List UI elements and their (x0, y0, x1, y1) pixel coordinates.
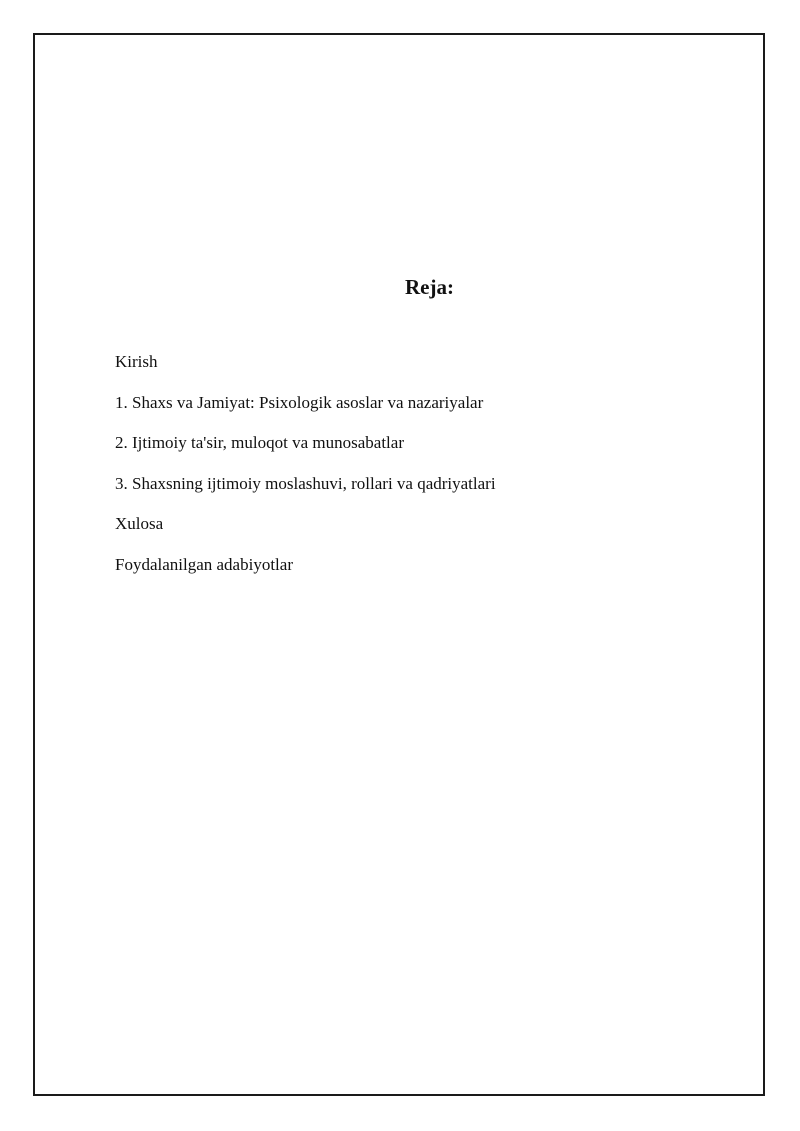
toc-item-conclusion: Xulosa (115, 514, 164, 533)
table-of-contents (115, 350, 496, 593)
toc-item-references: Foydalanilgan adabiyotlar (115, 554, 293, 574)
toc-item-chapter-1: 1. Shaxs va Jamiyat: Psixologik asoslar va nazariyalar (115, 392, 484, 412)
toc-item-chapter-2: 2. Ijtimoiy ta'sir, muloqot va munosabatlar (115, 433, 404, 452)
toc-item-introduction: Kirish (115, 352, 158, 371)
toc-item-chapter-3: 3. Shaxsning ijtimoiy moslashuvi, rollari va qadriyatlari (115, 473, 496, 493)
page-title: Reja: (405, 275, 454, 299)
